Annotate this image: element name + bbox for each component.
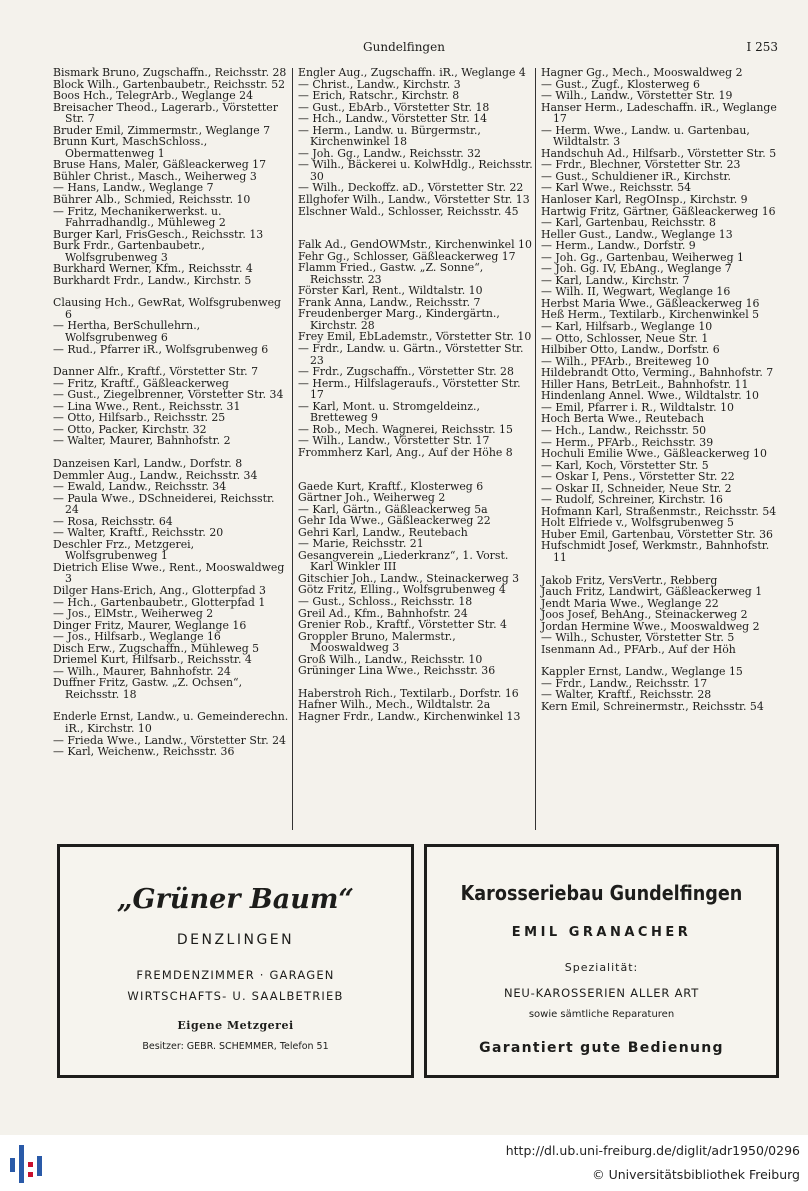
directory-entry: Gesangverein „Liederkranz“, 1. Vorst. Karl Winkler III: [298, 548, 509, 574]
directory-entry: — Fritz, Mechanikerwerkst. u. Fahrradhandlg., Mühleweg 2: [53, 204, 226, 230]
directory-entry: Burkhard Werner, Kfm., Reichsstr. 4: [53, 262, 253, 276]
directory-entry: — Fritz, Kraftf., Gäßleackerweg: [53, 376, 229, 390]
section-gap: [298, 217, 535, 228]
directory-entry: Holt Elfriede v., Wolfsgrubenweg 5: [541, 516, 734, 530]
directory-entry: — Wilh., Deckoffz. aD., Vörstetter Str. 22: [298, 181, 524, 195]
directory-entry: Isenmann Ad., PFArb., Auf der Höh: [541, 642, 736, 656]
directory-entry: Frank Anna, Landw., Reichsstr. 7: [298, 295, 481, 309]
section-gap: [298, 459, 535, 470]
directory-entry: Flamm Fried., Gastw. „Z. Sonne“, Reichsstr. 23: [298, 261, 484, 286]
directory-entry: Huber Emil, Gartenbau, Vörstetter Str. 36: [541, 527, 773, 541]
directory-entry: Hochuli Emilie Wwe., Gäßleackerweg 10: [541, 447, 767, 461]
directory-entry: Hanser Herm., Ladeschaffn. iR., Weglange 17: [541, 100, 777, 126]
ad-services-line: NEU-KAROSSERIEN ALLER ART: [503, 986, 700, 1000]
directory-entry: Jakob Fritz, VersVertr., Rebberg: [541, 573, 718, 587]
directory-entry: Förster Karl, Rent., Wildtalstr. 10: [298, 284, 483, 298]
directory-entry: — Gust., Schloss., Reichsstr. 18: [298, 594, 473, 608]
directory-entry: — Joh. Gg. IV, EbAng., Weglange 7: [541, 262, 732, 276]
ad-services-line: WIRTSCHAFTS- U. SAALBETRIEB: [127, 989, 344, 1003]
directory-entry: Freudenberger Marg., Kindergärtn., Kirchstr. 28: [298, 307, 500, 332]
directory-entry: — Frieda Wwe., Landw., Vörstetter Str. 24: [53, 733, 286, 747]
section-gap: [298, 470, 535, 481]
directory-entry: — Gust., Schuldiener iR., Kirchstr.: [541, 169, 731, 183]
directory-entry: — Frdr., Landw. u. Gärtn., Vörstetter Str. 23: [298, 342, 524, 367]
directory-entry: Hafner Wilh., Mech., Wildtalstr. 2a: [298, 698, 491, 712]
directory-entry: Jordan Hermine Wwe., Mooswaldweg 2: [541, 619, 760, 633]
directory-entry: Elschner Wald., Schlosser, Reichsstr. 45: [298, 204, 519, 218]
directory-entry: Duffner Fritz, Gastw. „Z. Ochsen“, Reichsstr. 18: [53, 676, 243, 701]
directory-entry: — Karl, Gartenbau, Reichsstr. 8: [541, 216, 716, 230]
column-divider: [292, 68, 293, 830]
directory-entry: — Karl, Gärtn., Gäßleackerweg 5a: [298, 502, 488, 516]
directory-entry: — Herm., Landw. u. Bürgermstr., Kirchenwinkel 18: [298, 123, 481, 149]
directory-entry: — Marie, Reichsstr. 21: [298, 537, 424, 551]
directory-entry: Hofmann Karl, Straßenmstr., Reichsstr. 54: [541, 504, 777, 518]
source-url-link[interactable]: http://dl.ub.uni-freiburg.de/diglit/adr1950/0296: [505, 1143, 800, 1158]
directory-entry: Joos Josef, BehAng., Steinackerweg 2: [541, 608, 748, 622]
directory-entry: — Wilh., Landw., Vörstetter Str. 19: [541, 89, 733, 103]
directory-entry: Hildebrandt Otto, Verming., Bahnhofstr. 7: [541, 366, 774, 380]
directory-entry: Falk Ad., GendOWMstr., Kirchenwinkel 10: [298, 238, 532, 252]
directory-entry: Heller Gust., Landw., Weglange 13: [541, 227, 733, 241]
directory-entry: — Wilh., Schuster, Vörstetter Str. 5: [541, 631, 735, 645]
directory-entry: — Herm., PFArb., Reichsstr. 39: [541, 435, 714, 449]
directory-entry: — Wilh. II, Wegwart, Weglange 16: [541, 285, 731, 299]
directory-entry: Fehr Gg., Schlosser, Gäßleackerweg 17: [298, 249, 516, 263]
directory-entry: Kappler Ernst, Landw., Weglange 15: [541, 665, 743, 679]
directory-entry: — Gust., Zugf., Klosterweg 6: [541, 77, 700, 91]
ad-business-name: Karosseriebau Gundelfingen: [460, 881, 743, 905]
directory-entry: Hoch Berta Wwe., Reutebach: [541, 412, 705, 426]
ad-services-line: sowie sämtliche Reparaturen: [528, 1009, 675, 1020]
directory-entry: — Frdr., Landw., Reichsstr. 17: [541, 676, 708, 690]
directory-entry: Demmler Aug., Landw., Reichsstr. 34: [53, 468, 258, 482]
ad-services-line: FREMDENZIMMER · GARAGEN: [136, 968, 335, 982]
directory-entry: — Rob., Mech. Wagnerei, Reichsstr. 15: [298, 422, 513, 436]
directory-entry: Grenier Rob., Kraftf., Vörstetter Str. 4: [298, 618, 507, 632]
ad-business-name: „Grüner Baum“: [117, 884, 354, 915]
library-footer: [0, 1135, 808, 1191]
directory-entry: — Karl, Koch, Vörstetter Str. 5: [541, 458, 709, 472]
directory-entry: Danzeisen Karl, Landw., Dorfstr. 8: [53, 456, 243, 470]
directory-entry: Breisacher Theod., Lagerarb., Vörstetter Str. 7: [53, 100, 278, 126]
directory-entry: — Otto, Hilfsarb., Reichsstr. 25: [53, 411, 226, 425]
directory-entry: Jauch Fritz, Landwirt, Gäßleackerweg 1: [541, 585, 763, 599]
directory-entry: — Walter, Maurer, Bahnhofstr. 2: [53, 434, 231, 448]
directory-entry: Bühler Christ., Masch., Weiherweg 3: [53, 169, 257, 183]
directory-entry: — Gust., EbArb., Vörstetter Str. 18: [298, 100, 490, 114]
page-number: I 253: [746, 40, 778, 54]
directory-entry: — Otto, Packer, Kirchstr. 32: [53, 422, 207, 436]
directory-entry: Heß Herm., Textilarb., Kirchenwinkel 5: [541, 308, 760, 322]
ad-specialty-label: Spezialität:: [564, 961, 639, 974]
directory-entry: Block Wilh., Gartenbaubetr., Reichsstr. 52: [53, 77, 286, 91]
directory-entry: — Karl, Weichenw., Reichsstr. 36: [53, 745, 235, 759]
page-header: [0, 40, 808, 58]
directory-entry: Groß Wilh., Landw., Reichsstr. 10: [298, 652, 483, 666]
directory-entry: Götz Fritz, Elling., Wolfsgrubenweg 4: [298, 583, 506, 597]
directory-entry: Burk Frdr., Gartenbaubetr., Wolfsgrubenweg 3: [53, 239, 205, 264]
directory-entry: — Karl, Hilfsarb., Weglange 10: [541, 320, 713, 334]
directory-entry: Engler Aug., Zugschaffn. iR., Weglange 4: [298, 66, 526, 79]
directory-entry: Hindenlang Annel. Wwe., Wildtalstr. 10: [541, 389, 759, 403]
directory-entry: Danner Alfr., Kraftf., Vörstetter Str. 7: [53, 365, 259, 379]
directory-entry: — Oskar I, Pens., Vörstetter Str. 22: [541, 470, 735, 484]
directory-entry: Burger Karl, FrisGesch., Reichsstr. 13: [53, 227, 264, 241]
directory-entry: — Walter, Kraftf., Reichsstr. 20: [53, 526, 224, 540]
directory-entry: Hartwig Fritz, Gärtner, Gäßleackerweg 16: [541, 204, 776, 218]
directory-entry: — Karl, Landw., Kirchstr. 7: [541, 273, 690, 287]
directory-entry: — Frdr., Zugschaffn., Vörstetter Str. 28: [298, 365, 514, 379]
copyright-notice: © Universitätsbibliothek Freiburg: [592, 1167, 800, 1182]
directory-entry: — Hch., Landw., Vörstetter Str. 14: [298, 112, 488, 126]
directory-entry: Haberstroh Rich., Textilarb., Dorfstr. 16: [298, 686, 519, 700]
directory-entry: — Karl, Mont. u. Stromgeldeinz., Bretteweg 9: [298, 399, 480, 425]
directory-entry: — Rosa, Reichsstr. 64: [53, 514, 173, 528]
directory-entry: — Rud., Pfarrer iR., Wolfsgrubenweg 6: [53, 342, 269, 356]
directory-entry: — Herm., Hilfslageraufs., Vörstetter Str. 17: [298, 376, 521, 402]
directory-entry: Driemel Kurt, Hilfsarb., Reichsstr. 4: [53, 653, 252, 667]
directory-entry: — Hans, Landw., Weglange 7: [53, 181, 214, 195]
directory-entry: — Herm., Landw., Dorfstr. 9: [541, 239, 696, 253]
directory-entry: Bismark Bruno, Zugschaffn., Reichsstr. 28: [53, 66, 287, 79]
directory-entry: Greil Ad., Kfm., Bahnhofstr. 24: [298, 606, 468, 620]
directory-entry: Herbst Maria Wwe., Gäßleackerweg 16: [541, 296, 760, 310]
directory-entry: — Gust., Ziegelbrenner, Vörstetter Str. 34: [53, 388, 284, 402]
directory-column-2: [298, 67, 535, 722]
advertisement-gruener-baum: [57, 844, 414, 1078]
ub-freiburg-logo-icon: [7, 1142, 51, 1186]
directory-entry: Hagner Frdr., Landw., Kirchenwinkel 13: [298, 709, 521, 723]
directory-entry: Hiller Hans, BetrLeit., Bahnhofstr. 11: [541, 377, 749, 391]
directory-entry: — Joh. Gg., Gartenbau, Weiherweg 1: [541, 250, 744, 264]
ad-owner-name: EMIL GRANACHER: [511, 925, 692, 940]
directory-entry: Gärtner Joh., Weiherweg 2: [298, 491, 446, 505]
directory-entry: Frommherz Karl, Ang., Auf der Höhe 8: [298, 445, 513, 459]
directory-entry: Hufschmidt Josef, Werkmstr., Bahnhofstr. 11: [541, 539, 770, 564]
directory-entry: Gaede Kurt, Kraftf., Klosterweg 6: [298, 479, 484, 493]
directory-entry: Bührer Alb., Schmied, Reichsstr. 10: [53, 193, 251, 207]
directory-entry: Dinger Fritz, Maurer, Weglange 16: [53, 618, 247, 632]
directory-entry: — Wilh., Bäckerei u. KolwHdlg., Reichsstr. 30: [298, 158, 533, 183]
directory-entry: — Otto, Schlosser, Neue Str. 1: [541, 331, 709, 345]
directory-entry: — Joh. Gg., Landw., Reichsstr. 32: [298, 146, 481, 160]
ad-town: DENZLINGEN: [176, 932, 295, 948]
directory-entry: — Hch., Landw., Reichsstr. 50: [541, 423, 707, 437]
directory-entry: — Wilh., Maurer, Bahnhofstr. 24: [53, 664, 231, 678]
directory-entry: — Jos., Hilfsarb., Weglange 16: [53, 630, 221, 644]
directory-entry: Hilbiber Otto, Landw., Dorfstr. 6: [541, 343, 720, 357]
directory-entry: — Rudolf, Schreiner, Kirchstr. 16: [541, 493, 723, 507]
page-title: Gundelfingen: [363, 40, 445, 54]
directory-entry: Hagner Gg., Mech., Mooswaldweg 2: [541, 66, 743, 79]
directory-entry: — Herm. Wwe., Landw. u. Gartenbau, Wildtalstr. 3: [541, 123, 750, 149]
directory-entry: Clausing Hch., GewRat, Wolfsgrubenweg 6: [53, 296, 282, 321]
directory-column-1: [53, 67, 290, 758]
directory-entry: — Wilh., PFArb., Breiteweg 10: [541, 354, 710, 368]
directory-column-3: [541, 67, 781, 713]
directory-entry: — Emil, Pfarrer i. R., Wildtalstr. 10: [541, 400, 734, 414]
directory-entry: — Wilh., Landw., Vörstetter Str. 17: [298, 434, 490, 448]
directory-entry: Gehr Ida Wwe., Gäßleackerweg 22: [298, 514, 491, 528]
directory-entry: Disch Erw., Zugschaffn., Mühleweg 5: [53, 641, 260, 655]
directory-entry: — Hch., Gartenbaubetr., Glotterpfad 1: [53, 595, 266, 609]
directory-entry: — Walter, Kraftf., Reichsstr. 28: [541, 688, 712, 702]
directory-entry: — Erich, Ratschr., Kirchstr. 8: [298, 89, 460, 103]
directory-entry: — Christ., Landw., Kirchstr. 3: [298, 77, 461, 91]
directory-entry: — Hertha, BerSchullehrn., Wolfsgrubenweg 6: [53, 319, 201, 345]
directory-entry: Burkhardt Frdr., Landw., Kirchstr. 5: [53, 273, 252, 287]
directory-entry: — Lina Wwe., Rent., Reichsstr. 31: [53, 399, 241, 413]
directory-entry: Groppler Bruno, Malermstr., Mooswaldweg 3: [298, 629, 456, 655]
directory-entry: Gehri Karl, Landw., Reutebach: [298, 525, 468, 539]
directory-entry: Dilger Hans-Erich, Ang., Glotterpfad 3: [53, 583, 266, 597]
column-divider: [535, 68, 536, 830]
directory-entry: — Paula Wwe., DSchneiderei, Reichsstr. 24: [53, 491, 275, 517]
directory-entry: Deschler Frz., Metzgerei, Wolfsgrubenweg 1: [53, 537, 195, 563]
advertisement-karosseriebau: [424, 844, 779, 1078]
section-gap: [541, 564, 781, 575]
directory-entry: Hanloser Karl, RegOInsp., Kirchstr. 9: [541, 193, 748, 207]
ad-tagline: Garantiert gute Bedienung: [479, 1040, 724, 1056]
directory-entry: Gitschier Joh., Landw., Steinackerweg 3: [298, 571, 520, 585]
directory-entry: — Ewald, Landw., Reichsstr. 34: [53, 480, 227, 494]
directory-entry: Kern Emil, Schreinermstr., Reichsstr. 54: [541, 699, 764, 713]
directory-entry: Frey Emil, EbLademstr., Vörstetter Str. 10: [298, 330, 532, 344]
directory-entry: Boos Hch., TelegrArb., Weglange 24: [53, 89, 254, 103]
directory-entry: Bruder Emil, Zimmermstr., Weglange 7: [53, 123, 271, 137]
directory-entry: — Oskar II, Schneider, Neue Str. 2: [541, 481, 732, 495]
directory-entry: — Jos., ElMstr., Weiherweg 2: [53, 607, 214, 621]
directory-entry: Bruse Hans, Maler, Gäßleackerweg 17: [53, 158, 267, 172]
ad-tagline: Eigene Metzgerei: [177, 1019, 294, 1032]
directory-entry: — Frdr., Blechner, Vörstetter Str. 23: [541, 158, 741, 172]
directory-entry: Grüninger Lina Wwe., Reichsstr. 36: [298, 664, 496, 678]
directory-entry: Ellghofer Wilh., Landw., Vörstetter Str. 13: [298, 193, 530, 207]
directory-entry: Dietrich Elise Wwe., Rent., Mooswaldweg 3: [53, 560, 285, 586]
directory-entry: Jendt Maria Wwe., Weglange 22: [541, 596, 719, 610]
directory-entry: Enderle Ernst, Landw., u. Gemeinderechn. iR., Kirchstr. 10: [53, 710, 289, 735]
directory-entry: — Karl Wwe., Reichsstr. 54: [541, 181, 692, 195]
directory-entry: Handschuh Ad., Hilfsarb., Vörstetter Str. 5: [541, 146, 777, 160]
directory-entry: Brunn Kurt, MaschSchloss., Obermattenweg 1: [53, 135, 208, 160]
ad-owner-line: Besitzer: GEBR. SCHEMMER, Telefon 51: [142, 1041, 329, 1052]
